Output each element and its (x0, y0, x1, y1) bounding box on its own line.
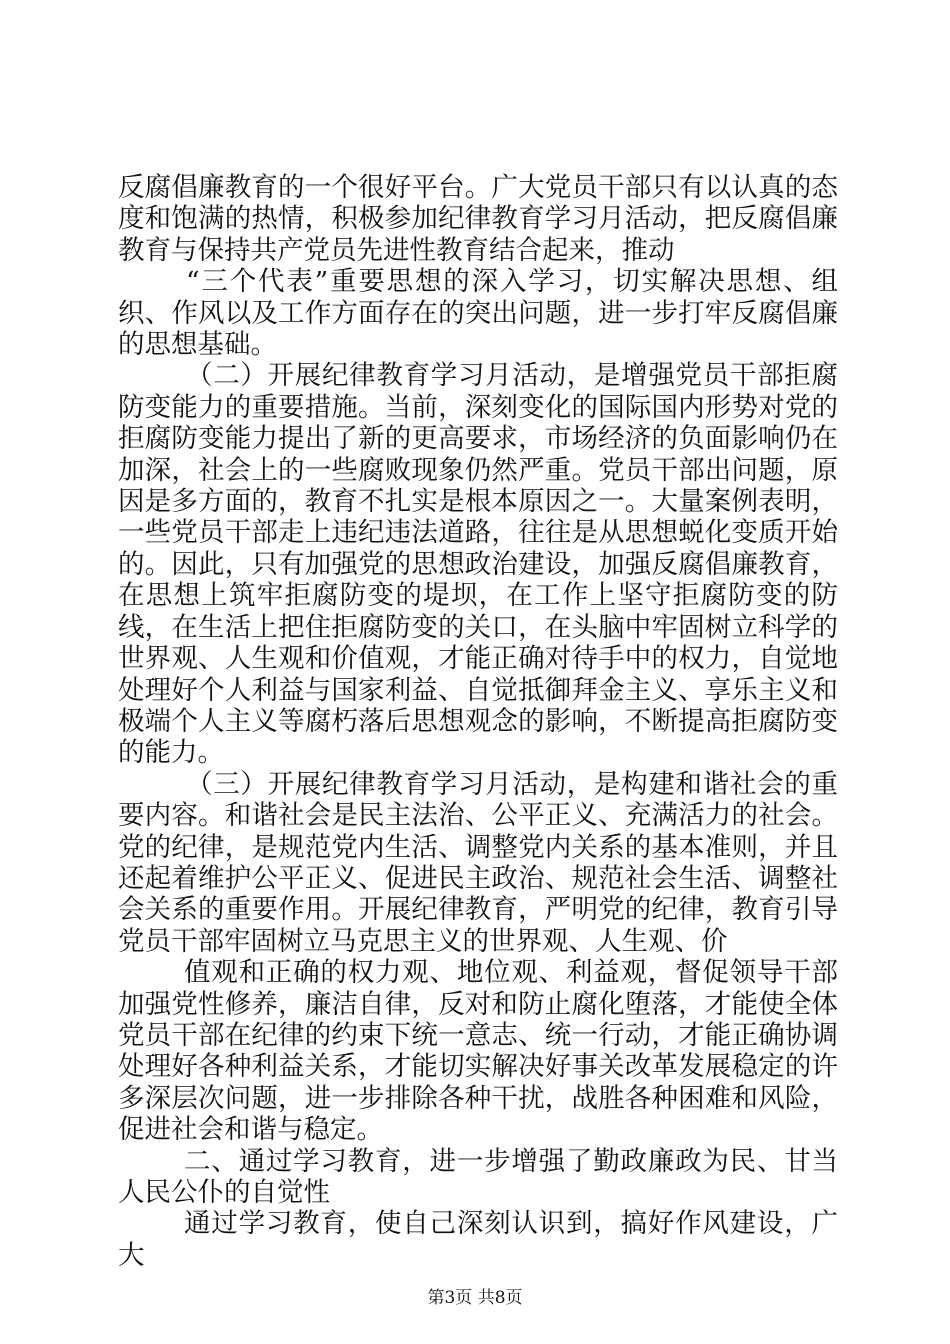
paragraph-study-education: 通过学习教育，使自己深刻认识到，搞好作风建设，广大 (118, 1208, 838, 1271)
paragraph-values-continuation: 值观和正确的权力观、地位观、利益观，督促领导干部加强党性修养，廉洁自律，反对和防止腐化堕落，才能使全体党员干部在纪律的约束下统一意志、统一行动，才能正确协调处理好各种利益关系，才能切实解决好事关改革发展稳定的许多深层次问题，进一步排除各种干扰，战胜各种困难和风险，促进社会和谐与稳定。 (118, 957, 838, 1146)
page-number-footer: 第3页 共8页 (427, 1288, 523, 1308)
paragraph-continuation: 反腐倡廉教育的一个很好平台。广大党员干部只有以认真的态度和饱满的热情，积极参加纪律教育学习月活动，把反腐倡廉教育与保持共产党员先进性教育结合起来，推动 (118, 172, 838, 266)
heading-part-two: 二、通过学习教育，进一步增强了勤政廉政为民、甘当人民公仆的自觉性 (118, 1145, 838, 1208)
document-body (118, 172, 838, 1271)
paragraph-section-three: （三）开展纪律教育学习月活动，是构建和谐社会的重要内容。和谐社会是民主法治、公平正义、充满活力的社会。党的纪律，是规范党内生活、调整党内关系的基本准则，并且还起着维护公平正义、促进民主政治、规范社会生活、调整社会关系的重要作用。开展纪律教育，严明党的纪律，教育引导党员干部牢固树立马克思主义的世界观、人生观、价 (118, 768, 838, 957)
paragraph-section-two: （二）开展纪律教育学习月活动，是增强党员干部拒腐防变能力的重要措施。当前，深刻变化的国际国内形势对党的拒腐防变能力提出了新的更高要求，市场经济的负面影响仍在加深，社会上的一些腐败现象仍然严重。党员干部出问题，原因是多方面的，教育不扎实是根本原因之一。大量案例表明，一些党员干部走上违纪违法道路，往往是从思想蜕化变质开始的。因此，只有加强党的思想政治建设，加强反腐倡廉教育，在思想上筑牢拒腐防变的堤坝，在工作上坚守拒腐防变的防线，在生活上把住拒腐防变的关口，在头脑中牢固树立科学的世界观、人生观和价值观，才能正确对待手中的权力，自觉地处理好个人利益与国家利益、自觉抵御拜金主义、享乐主义和极端个人主义等腐朽落后思想观念的影响，不断提高拒腐防变的能力。 (118, 360, 838, 769)
paragraph-three-represents: “三个代表”重要思想的深入学习，切实解决思想、组织、作风以及工作方面存在的突出问题，进一步打牢反腐倡廉的思想基础。 (118, 266, 838, 361)
